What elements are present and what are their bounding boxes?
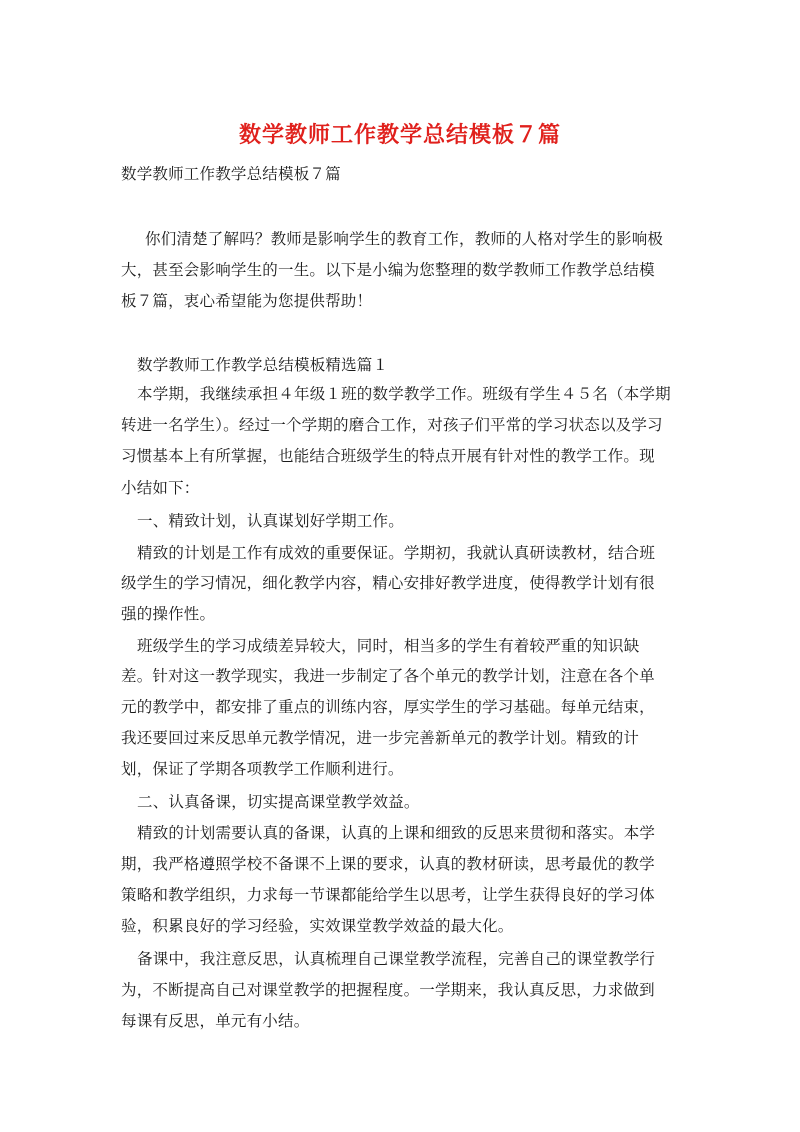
text-line: 我还要回过来反思单元教学情况，进一步完善新单元的教学计划。精致的计: [121, 729, 640, 747]
text-line: 划，保证了学期各项教学工作顺利进行。: [121, 760, 404, 778]
text-line: 策略和教学组织，力求每一节课都能给学生以思考，让学生获得良好的学习体: [121, 886, 655, 904]
text-line: 验，积累良好的学习经验，实效课堂教学效益的最大化。: [121, 917, 514, 935]
text-line: 每课有反思，单元有小结。: [121, 1012, 310, 1030]
text-line: 大，甚至会影响学生的一生。以下是小编为您整理的数学教师工作教学总结模: [121, 261, 655, 279]
document-title: 数学教师工作教学总结模板７篇: [238, 123, 561, 148]
text-line: 元的教学中，都安排了重点的训练内容，厚实学生的学习基础。每单元结束，: [121, 698, 655, 716]
section-title: 数学教师工作教学总结模板精选篇１: [137, 356, 389, 374]
text-line: 差。针对这一教学现实，我进一步制定了各个单元的教学计划，注意在各个单: [121, 667, 655, 685]
text-line: 精致的计划是工作有成效的重要保证。学期初，我就认真研读教材，结合班: [137, 544, 656, 562]
text-line: 备课中，我注意反思，认真梳理自己课堂教学流程，完善自己的课堂教学行: [137, 950, 656, 968]
text-line: 强的操作性。: [121, 605, 216, 623]
text-line: 本学期，我继续承担４年级１班的数学教学工作。班级有学生４５名（本学期: [137, 385, 671, 403]
text-line: 期，我严格遵照学校不备课不上课的要求，认真的教材研读，思考最优的教学: [121, 855, 655, 873]
text-line: 习惯基本上有所掌握，也能结合班级学生的特点开展有针对性的教学工作。现: [121, 447, 655, 465]
text-line: 板７篇，衷心希望能为您提供帮助！: [121, 292, 373, 310]
text-line: 为，不断提高自己对课堂教学的把握程度。一学期来，我认真反思，力求做到: [121, 981, 655, 999]
section-heading: 一、精致计划，认真谋划好学期工作。: [137, 512, 404, 530]
text-line: 小结如下：: [121, 479, 200, 497]
text-line: 级学生的学习情况，细化教学内容，精心安排好教学进度，使得教学计划有很: [121, 574, 655, 592]
text-line: 精致的计划需要认真的备课，认真的上课和细致的反思来贯彻和落实。本学: [137, 824, 656, 842]
text-line: 班级学生的学习成绩差异较大，同时，相当多的学生有着较严重的知识缺: [137, 637, 640, 655]
document-subtitle: 数学教师工作教学总结模板７篇: [121, 165, 341, 183]
text-line: 你们清楚了解吗？教师是影响学生的教育工作，教师的人格对学生的影响极: [145, 230, 664, 248]
text-line: 转进一名学生）。经过一个学期的磨合工作，对孩子们平常的学习状态以及学习: [121, 416, 663, 434]
section-heading: 二、认真备课，切实提高课堂教学效益。: [137, 793, 420, 811]
